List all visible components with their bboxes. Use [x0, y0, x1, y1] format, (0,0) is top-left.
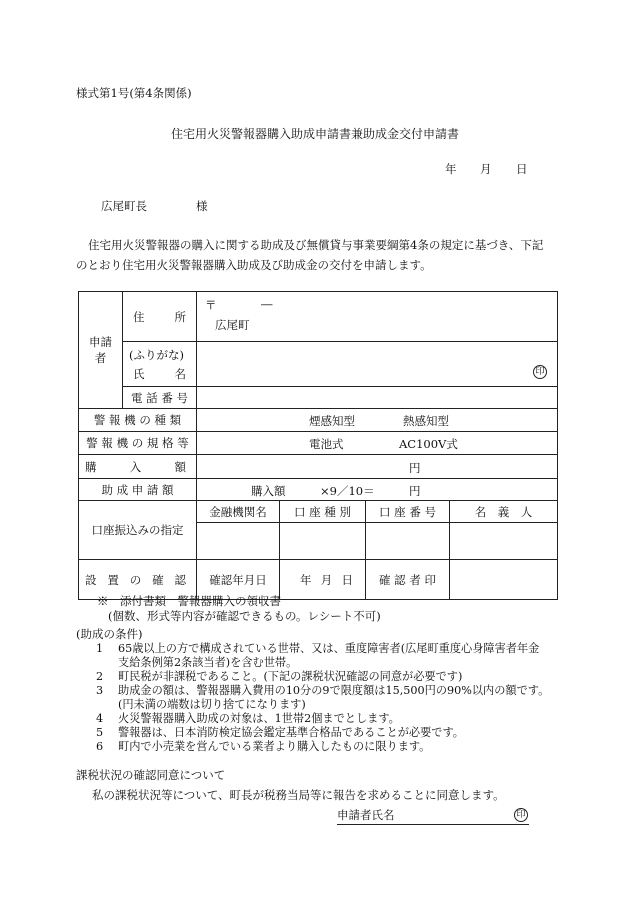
confirm-label-5: 認	[174, 572, 186, 587]
alarm-spec-options	[197, 432, 558, 455]
name-label	[123, 342, 197, 387]
signer-name-field[interactable]	[337, 824, 529, 825]
subsidy-formula-amount: 購入額	[251, 483, 286, 498]
date-year-label: 年	[445, 162, 457, 176]
type-smoke-option[interactable]: 煙感知型	[309, 414, 355, 428]
condition-item: 3 助成金の額は、警報器購入費用の10分の9で限度額は15,500円の90%以内の額です。	[96, 684, 550, 697]
purchase-label-3: 額	[174, 459, 186, 474]
condition-item: 支給条例第2条該当者)を含む世帯。	[118, 656, 298, 669]
consent-title: 課税状況の確認同意について	[76, 768, 226, 782]
bank-header-row	[79, 501, 558, 523]
postal-mark: 〒	[205, 297, 217, 312]
alarm-spec-row	[79, 432, 558, 455]
spec-ac-option[interactable]: AC100V式	[399, 437, 458, 451]
name-field[interactable]	[197, 342, 558, 387]
condition-item: (円未満の端数は切り捨てになります)	[118, 698, 306, 711]
alarm-type-label: 警 報 機 の 種 類	[79, 409, 197, 432]
confirm-month-label: 月	[320, 572, 333, 587]
seal-icon: 印	[533, 365, 547, 379]
bank-holder-field[interactable]	[450, 523, 558, 560]
confirm-label-2: 置	[107, 572, 119, 587]
document-title: 住宅用火災警報器購入助成申請書兼助成金交付申請書	[170, 127, 459, 141]
form-number: 様式第1号(第4条関係)	[76, 86, 192, 100]
confirm-label-3: の	[129, 572, 142, 587]
furigana-label: (ふりがな)	[129, 347, 184, 362]
application-table	[78, 291, 558, 600]
subsidy-row	[79, 479, 558, 501]
confirm-date-field[interactable]	[280, 560, 366, 600]
date-month-label: 月	[480, 162, 492, 176]
purchase-label	[79, 455, 197, 479]
bank-header-number: 口 座 番 号	[366, 501, 450, 523]
alarm-spec-label: 警 報 機 の 規 格 等	[79, 432, 197, 455]
name-label-1: 氏	[133, 366, 145, 381]
name-label-2: 名	[174, 366, 186, 381]
type-heat-option[interactable]: 熱感知型	[403, 414, 449, 428]
bank-header-type: 口 座 種 別	[280, 501, 366, 523]
spec-battery-option[interactable]: 電池式	[309, 437, 344, 451]
confirm-label-1: 設	[85, 572, 97, 587]
date-day-label: 日	[516, 162, 528, 176]
purchase-yen: 円	[409, 460, 421, 475]
subsidy-field[interactable]	[197, 479, 558, 501]
purchase-field[interactable]	[197, 455, 558, 479]
phone-label: 電 話 番 号	[123, 387, 197, 409]
condition-item: 6 町内で小売業を営んでいる業者より購入したものに限ります。	[96, 740, 431, 753]
confirm-label-4: 確	[152, 572, 164, 587]
condition-item: 4 火災警報器購入助成の対象は、1世帯2個までとします。	[96, 712, 400, 725]
applicant-label: 申請者	[79, 292, 123, 409]
address-row	[79, 292, 558, 342]
intro-paragraph	[76, 235, 554, 275]
subsidy-label: 助 成 申 請 額	[79, 479, 197, 501]
town-name: 広尾町	[215, 317, 250, 332]
bank-header-holder: 名 義 人	[450, 501, 558, 523]
bank-type-field[interactable]	[280, 523, 366, 560]
confirm-day-label: 日	[341, 572, 353, 587]
purchase-label-2: 入	[129, 459, 142, 474]
confirm-year-label: 年	[300, 572, 312, 587]
purchase-label-1: 購	[85, 459, 97, 474]
alarm-type-row	[79, 409, 558, 432]
addressee: 広尾町長	[101, 199, 147, 213]
subsidy-formula-ratio: ×9／10＝	[320, 483, 375, 498]
address-label-2: 所	[174, 309, 186, 324]
bank-label: 口座振込みの指定	[79, 501, 197, 560]
condition-item: 5 警報器は、日本消防検定協会鑑定基準合格品であることが必要です。	[96, 726, 464, 739]
confirm-date-label: 確認年月日	[197, 560, 280, 600]
bank-number-field[interactable]	[366, 523, 450, 560]
confirmer-seal-field[interactable]	[450, 560, 558, 600]
confirmer-label: 確 認 者 印	[366, 560, 450, 600]
address-label	[123, 292, 197, 342]
address-label-1: 住	[133, 309, 145, 324]
phone-field[interactable]	[197, 387, 558, 409]
address-field[interactable]	[197, 292, 558, 342]
subsidy-yen: 円	[409, 483, 421, 498]
name-row	[79, 342, 558, 387]
condition-item: 1 65歳以上の方で構成されている世帯、又は、重度障害者(広尾町重度心身障害者年金	[96, 642, 540, 655]
attachment-line-1: ※ 添付書類 警報器購入の領収書	[97, 594, 281, 608]
condition-item: 2 町民税が非課税であること。(下記の課税状況確認の同意が必要です)	[96, 670, 463, 683]
alarm-type-options	[197, 409, 558, 432]
postal-dash: ―	[261, 296, 273, 311]
conditions-title: (助成の条件)	[76, 627, 143, 641]
addressee-honorific: 様	[196, 199, 208, 213]
intro-text: 住宅用火災警報器の購入に関する助成及び無償貸与事業要綱第4条の規定に基づき、下記のとおり住宅用火災警報器購入助成及び助成金の交付を申請します。	[76, 238, 544, 272]
signer-name-label: 申請者氏名	[337, 808, 395, 822]
bank-institution-field[interactable]	[197, 523, 280, 560]
purchase-row	[79, 455, 558, 479]
phone-row	[79, 387, 558, 409]
consent-text: 私の課税状況等について、町長が税務当局等に報告を求めることに同意します。	[92, 788, 505, 802]
bank-header-institution: 金融機関名	[197, 501, 280, 523]
signer-seal-icon: 印	[514, 808, 528, 822]
attachment-line-2: (個数、形式等内容が確認できるもの。レシート不可)	[108, 609, 381, 623]
